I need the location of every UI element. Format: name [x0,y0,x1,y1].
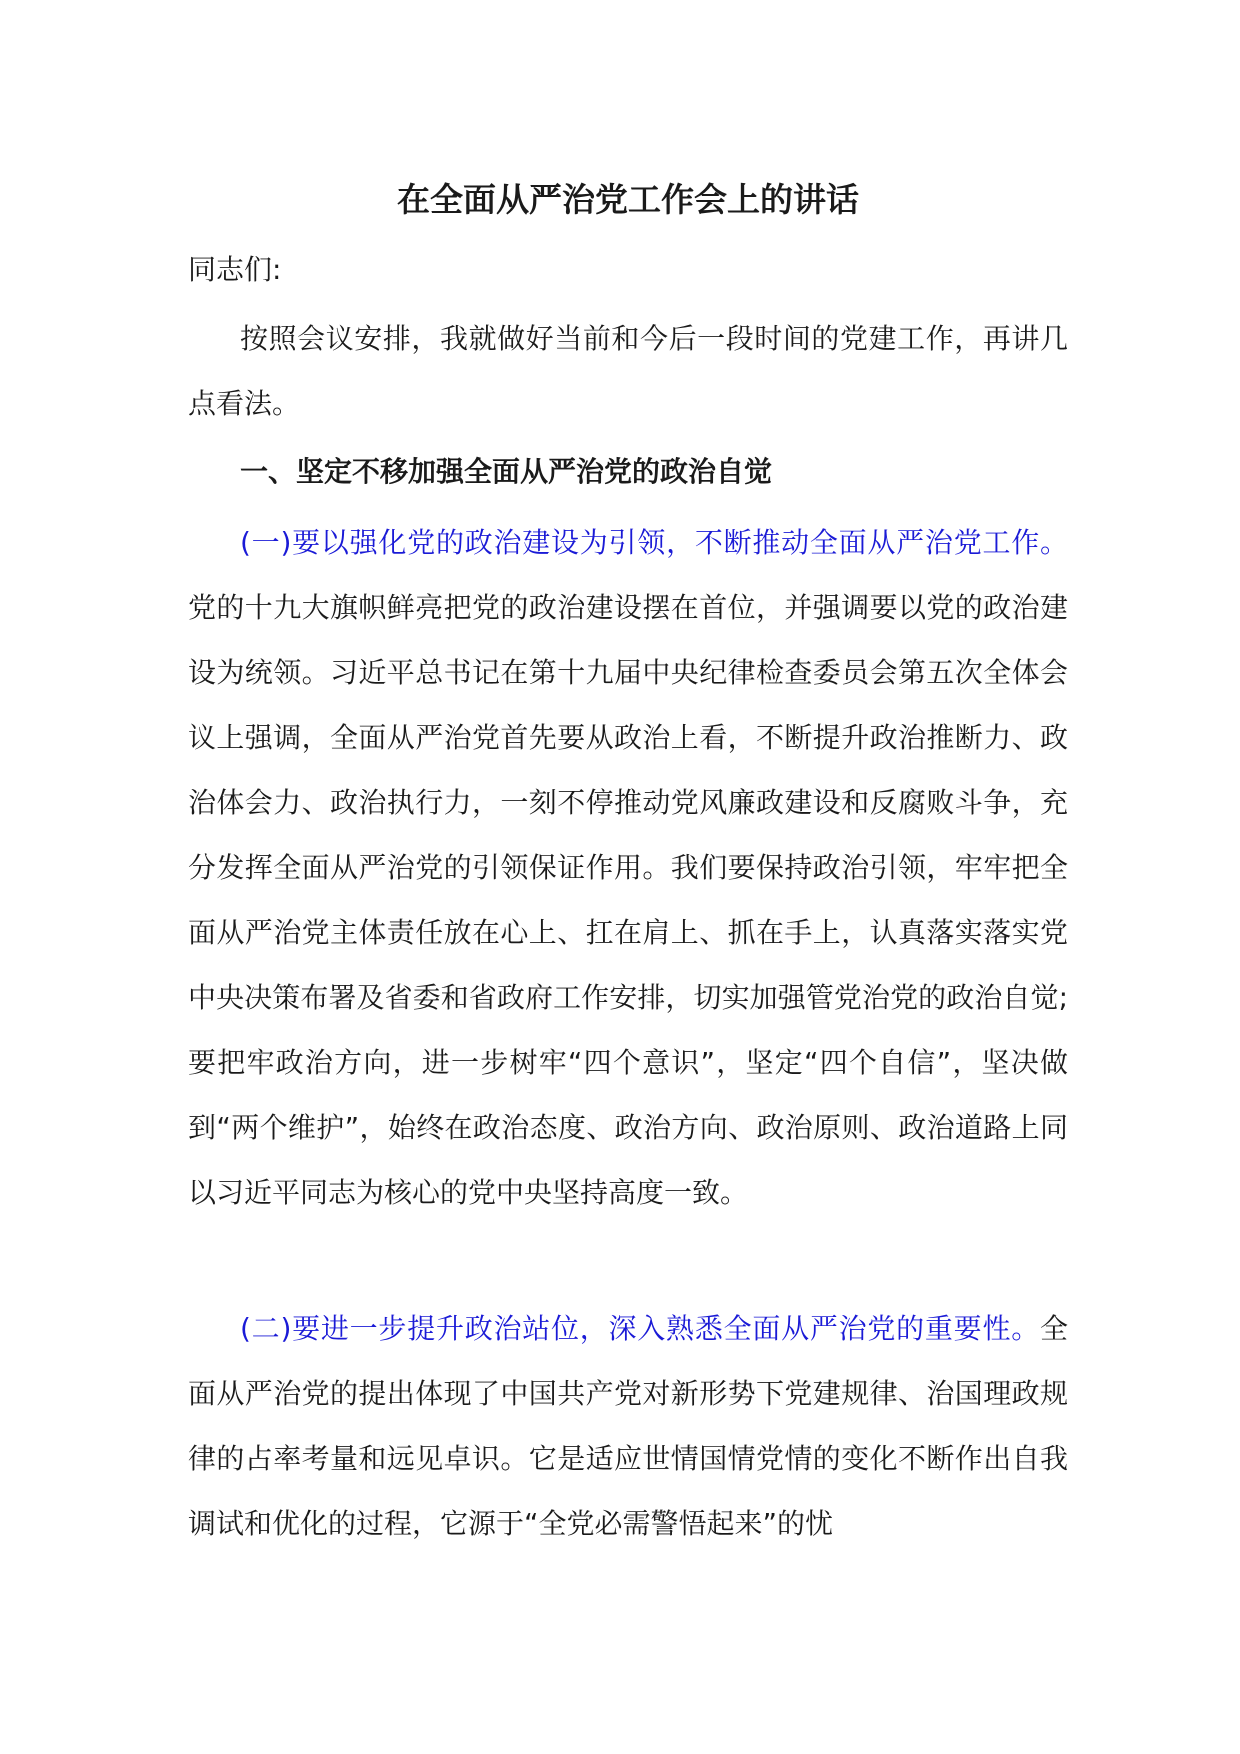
subsection-2-paragraph [188,1296,1068,1556]
subsection-1-body: 党的十九大旗帜鲜亮把党的政治建设摆在首位，并强调要以党的政治建设为统领。习近平总书记在第十九届中央纪律检查委员会第五次全体会议上强调，全面从严治党首先要从政治上看，不断提升政治推断力、政治体会力、政治执行力，一刻不停推动党风廉政建设和反腐败斗争，充分发挥全面从严治党的引领保证作用。我们要保持政治引领，牢牢把全面从严治党主体责任放在心上、扛在肩上、抓在手上，认真落实落实党中央决策布署及省委和省政府工作安排，切实加强管党治党的政治自觉;要把牢政治方向，进一步树牢“四个意识”，坚定“四个自信”，坚决做到“两个维护”，始终在政治态度、政治方向、政治原则、政治道路上同以习近平同志为核心的党中央坚持高度一致。 [188,591,1068,1209]
document-title: 在全面从严治党工作会上的讲话 [397,180,859,219]
section-heading: 一、坚定不移加强全面从严治党的政治自觉 [240,455,773,488]
subsection-2-body: 全面从严治党的提出体现了中国共产党对新形势下党建规律、治国理政规律的占率考量和远见卓识。它是适应世情国情党情的变化不断作出自我调试和优化的过程，它源于“全党必需警悟起来”的忧 [188,1312,1068,1540]
subsection-1-heading: (一)要以强化党的政治建设为引领，不断推动全面从严治党工作。 [240,526,1068,559]
greeting: 同志们: [188,253,282,286]
intro-paragraph: 按照会议安排，我就做好当前和今后一段时间的党建工作，再讲几点看法。 [188,322,1068,420]
subsection-2-heading: (二)要进一步提升政治站位，深入熟悉全面从严治党的重要性。 [240,1312,1040,1345]
subsection-1-paragraph [188,510,1068,1225]
